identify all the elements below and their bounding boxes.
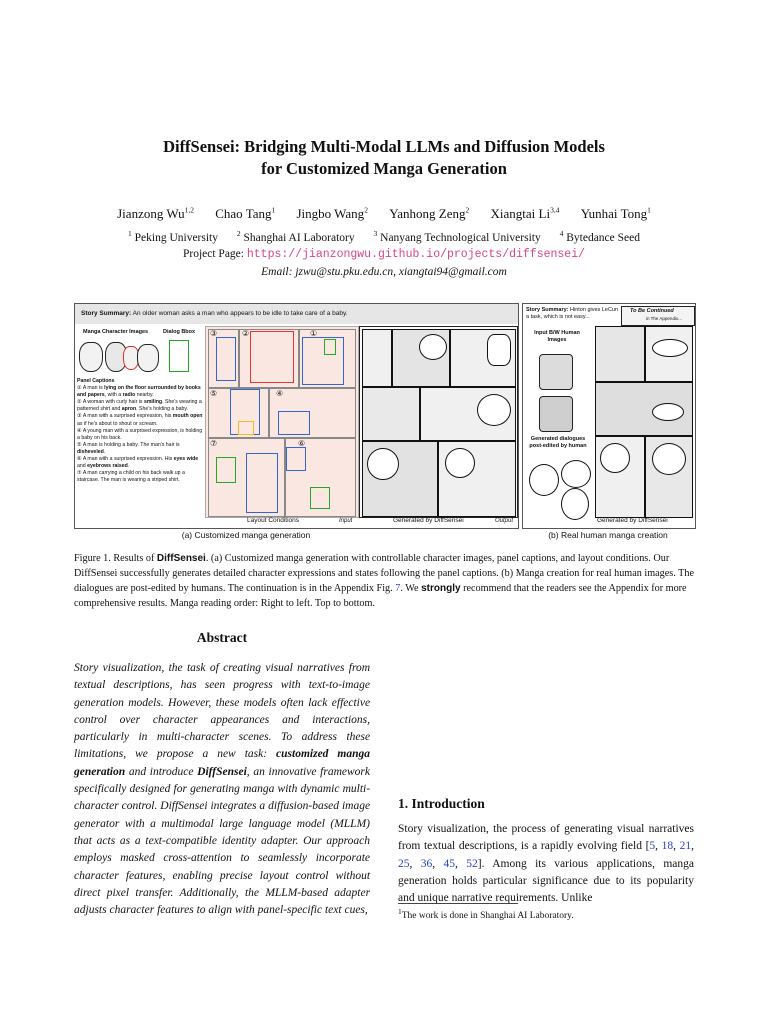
manga-panel bbox=[595, 436, 645, 518]
citation-link[interactable]: 36 bbox=[420, 857, 433, 870]
manga-panel bbox=[362, 441, 438, 517]
manga-panel bbox=[362, 387, 420, 441]
panel-number: ④ bbox=[276, 389, 284, 398]
layout-box bbox=[302, 337, 344, 385]
affiliation: $^3$ Nanyang Technological University bbox=[373, 229, 541, 244]
footnote-divider bbox=[398, 903, 518, 904]
dialog-bbox-label: Dialog Bbox bbox=[163, 329, 196, 335]
layout-box bbox=[250, 331, 294, 383]
manga-panel bbox=[645, 326, 693, 382]
subcaption-a: (a) Customized manga generation bbox=[181, 530, 311, 540]
speech-bubble bbox=[445, 448, 475, 478]
project-link[interactable]: https://jianzongwu.github.io/projects/diffsensei/ bbox=[246, 248, 586, 261]
panel-number: ⑤ bbox=[210, 389, 218, 398]
speech-bubble bbox=[652, 339, 688, 357]
speech-bubble bbox=[477, 394, 511, 426]
manga-panel bbox=[595, 326, 645, 382]
manga-panel bbox=[645, 436, 693, 518]
speech-bubble bbox=[487, 334, 511, 366]
panel-caption: ② A woman with curly hair is smiling. She's wearing a patterned shirt and apron. She's holding a baby. bbox=[77, 399, 202, 413]
panel-caption: ⑤ A man is holding a baby. The man's hair is disheveled. bbox=[77, 441, 180, 455]
project-page bbox=[0, 248, 768, 261]
author: Yanhong Zeng$^2$ bbox=[389, 206, 470, 222]
citation-link[interactable]: 18 bbox=[661, 840, 674, 853]
manga-panel bbox=[438, 441, 516, 517]
input-label: Input bbox=[339, 518, 353, 524]
abstract-body: Story visualization, the task of creating visual narratives from textual descriptions, has seen progress with text-to-image generation models. However, these models often lack effective control over character appearances and interactions, particularly in multi-character scenes. To address these limitations, we propose a new task: customized manga generation and introduce DiffSensei, an innovative framework specifically designed for generating manga with dynamic multi-character control. DiffSensei integrates a diffusion-based image generator with a multimodal large language model (MLLM) that acts as a text-compatible identity adapter. Our approach employs masked cross-attention to seamlessly incorporate character features, enabling precise layout control without direct pixel transfer. Additionally, the MLLM-based adapter adjusts character features to align with panel-specific text cues, bbox=[74, 662, 371, 917]
author: Chao Tang$^1$ bbox=[215, 206, 276, 222]
subcaption-b: (b) Real human manga creation bbox=[548, 530, 668, 540]
affiliation: $^4$ Bytedance Seed bbox=[559, 229, 640, 244]
generated-label-b: Generated by DiffSensei bbox=[597, 517, 668, 524]
speech-bubble bbox=[367, 448, 399, 480]
speech-bubble bbox=[600, 443, 630, 473]
panel-caption: ④ A young man with a surprised expression, is holding a baby on his back. bbox=[77, 427, 203, 441]
introduction-heading: 1. Introduction bbox=[398, 796, 485, 811]
author: Jianzong Wu$^{1,2}$ bbox=[117, 206, 194, 222]
character-image bbox=[137, 344, 159, 372]
panel-caption: ③ A man with a surprised expression, his mouth open as if he's about to shout or scream. bbox=[77, 413, 203, 427]
story-summary-b: Story Summary: Hinton gives LeCun a task, which is not easy... bbox=[526, 307, 619, 320]
panel-number: ⑥ bbox=[298, 439, 306, 448]
layout-box bbox=[278, 411, 310, 435]
introduction-body: Story visualization, the process of generating visual narratives from textual descriptions, is a rapidly evolving field [5, 18, 21, 25, 36, 45, 52]. Among its various applications, manga generation holds particular significance due to its popularity and unique narrative requirements. Unlike bbox=[398, 823, 695, 905]
author: Jingbo Wang$^2$ bbox=[296, 206, 368, 222]
title-line-2: for Customized Manga Generation bbox=[261, 159, 507, 178]
char-images-label: Manga Character Images bbox=[83, 329, 149, 335]
author: Yunhai Tong$^1$ bbox=[580, 206, 651, 222]
layout-box bbox=[216, 457, 236, 483]
footnote: $^1$The work is done in Shanghai AI Laboratory. bbox=[398, 907, 574, 922]
email-line: Email: jzwu@stu.pku.edu.cn, xiangtai94@gmail.com bbox=[261, 266, 507, 278]
project-label: Project Page: bbox=[182, 248, 244, 260]
panel-caption: ⑥ A man with a surprised expression. His eyes wide and eyebrows raised. bbox=[77, 456, 199, 470]
generated-manga-page bbox=[359, 326, 518, 518]
panel-number: ① bbox=[310, 329, 318, 338]
figure-caption: Figure 1. Results of DiffSensei. (a) Customized manga generation with controllable character images, panel captions, and layout conditions. Our DiffSensei successfully generates detailed character expressions and states following the panel captions. (b) Manga creation for real human images. The dialogues are post-edited by humans. The continuation is in the Appendix Fig. 7. We strongly recommend that the readers see the Appendix for more comprehensive results. Manga reading order: Right to left. Top to bottom. bbox=[74, 553, 694, 609]
output-label: Output bbox=[495, 518, 514, 524]
manga-panel bbox=[450, 329, 516, 387]
layout-box bbox=[246, 453, 278, 513]
input-human-label: Input B/W Human Images bbox=[534, 330, 580, 343]
citation-link[interactable]: 45 bbox=[443, 857, 455, 870]
affiliation: $^1$ Peking University bbox=[128, 229, 218, 244]
layout-conditions bbox=[205, 326, 359, 518]
figure-panel-b bbox=[522, 303, 696, 529]
speech-bubble bbox=[652, 403, 684, 421]
author: Xiangtai Li$^{3,4}$ bbox=[490, 206, 560, 222]
layout-box bbox=[310, 487, 330, 509]
layout-conditions-label: Layout Conditions bbox=[247, 517, 300, 524]
input-photo bbox=[539, 354, 573, 390]
character-image bbox=[79, 342, 103, 372]
panel-number: ② bbox=[242, 329, 250, 338]
layout-box bbox=[216, 337, 236, 381]
abstract-heading: Abstract bbox=[196, 630, 248, 645]
layout-box bbox=[324, 339, 336, 355]
dialogues-label: Generated dialogues post-edited by human bbox=[529, 436, 587, 449]
generated-label: Generated by DiffSensei bbox=[393, 517, 464, 524]
citation-link[interactable]: 25 bbox=[398, 857, 410, 870]
figure-panel-a bbox=[74, 303, 519, 529]
manga-panel bbox=[420, 387, 516, 441]
panel-number: ③ bbox=[210, 329, 218, 338]
title-line-1: DiffSensei: Bridging Multi-Modal LLMs and Diffusion Models bbox=[163, 137, 605, 156]
citation-link[interactable]: 21 bbox=[679, 840, 692, 853]
dialogue-bubble bbox=[561, 460, 591, 488]
citation-link[interactable]: 5 bbox=[649, 840, 656, 853]
dialog-bbox bbox=[169, 340, 189, 372]
story-summary-bar: Story Summary: An older woman asks a man who appears to be idle to take care of a baby. bbox=[75, 304, 518, 324]
input-photo bbox=[539, 396, 573, 432]
speech-bubble bbox=[652, 443, 686, 475]
layout-box bbox=[238, 421, 254, 435]
panel-captions: Panel Captions ① A man is lying on the floor surrounded by books and papers, with a radio nearby. ② A woman with curly hair is smiling. She's wearing a patterned shirt and apron. She's holding a baby. ③ A man with a surprised expression, his mouth open as if he's about to shout or scream. ④ A young man with a surprised expression, is holding a baby on his back. ⑤ A man is holding a baby. The man's hair is disheveled. ⑥ A man with a surprised expression. His eyes wide and eyebrows raised. ⑦ A man carrying a child on his back walk up a staircase. The man is wearing a striped shirt. bbox=[77, 378, 203, 484]
layout-box bbox=[286, 447, 306, 471]
manga-panel bbox=[392, 329, 450, 387]
speech-bubble bbox=[419, 334, 447, 360]
dialogue-bubble bbox=[561, 488, 589, 520]
panel-caption: ① A man is lying on the floor surrounded by books and papers, with a radio nearby. bbox=[77, 385, 201, 399]
author-list bbox=[0, 206, 768, 222]
to-be-continued-banner: To Be Continued in The Appendix... bbox=[621, 306, 695, 326]
affiliation-list bbox=[0, 229, 768, 244]
paper-title bbox=[0, 136, 768, 180]
manga-panel bbox=[362, 329, 392, 387]
dialogue-bubble bbox=[529, 464, 559, 496]
manga-panel bbox=[595, 382, 693, 436]
citation-link[interactable]: 52 bbox=[466, 857, 478, 870]
figure-reference-link[interactable]: 7 bbox=[395, 583, 401, 594]
affiliation: $^2$ Shanghai AI Laboratory bbox=[236, 229, 355, 244]
panel-number: ⑦ bbox=[210, 439, 218, 448]
panel-caption: ⑦ A man carrying a child on his back walk up a staircase. The man is wearing a striped shirt. bbox=[77, 470, 185, 484]
